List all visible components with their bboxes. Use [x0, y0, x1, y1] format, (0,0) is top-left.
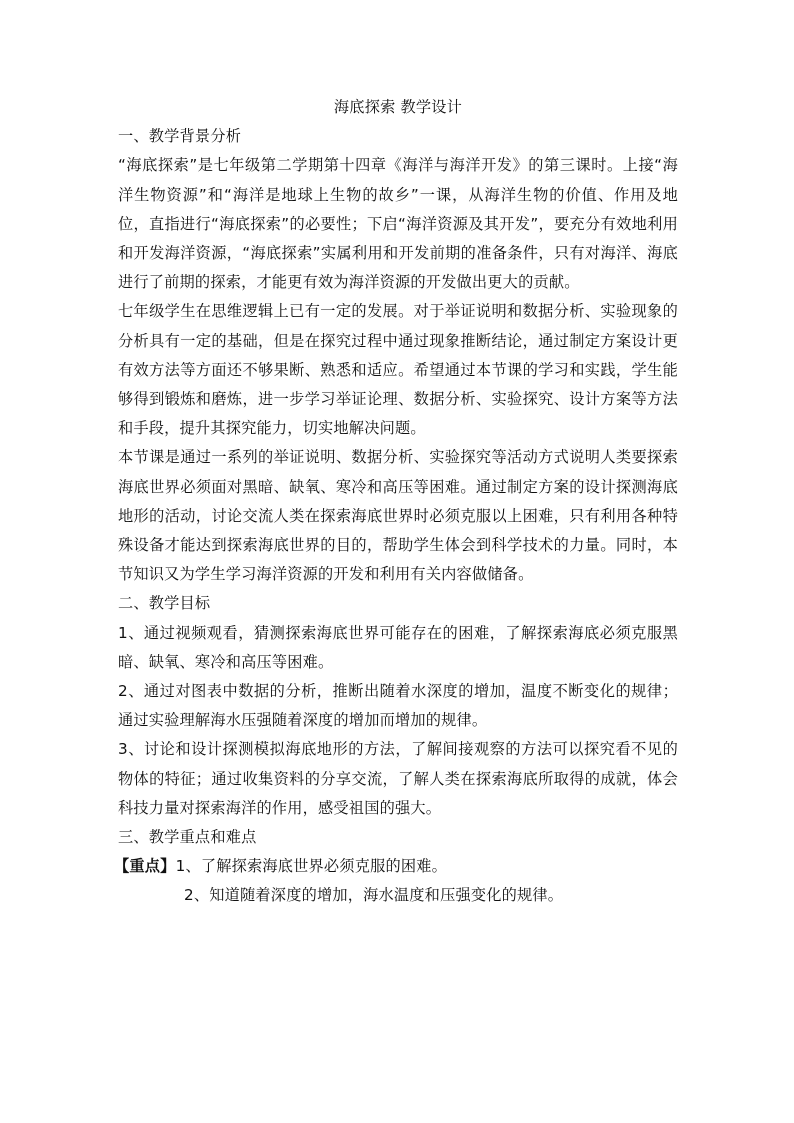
key-point-line-1: [114, 852, 678, 881]
goal-item-3: 3、讨论和设计探测模拟海底地形的方法，了解间接观察的方法可以探究看不见的物体的特征；通过收集资料的分享交流，了解人类在探索海底所取得的成就，体会科技力量对探索海洋的作用，感受祖国的强大。: [118, 740, 678, 817]
section-heading-background: 一、教学背景分析: [118, 127, 242, 146]
key-point-item-2: 2、知道随着深度的增加，海水温度和压强变化的规律。: [184, 886, 564, 905]
document-body: [114, 93, 678, 911]
goal-item-1: 1、通过视频观看，猜测探索海底世界可能存在的困难，了解探索海底必须克服黑暗、缺氧、寒冷和高压等困难。: [118, 623, 678, 671]
section-heading-key-points: 三、教学重点和难点: [118, 828, 257, 847]
document-title: 海底探索 教学设计: [333, 98, 463, 116]
section-heading-goals: 二、教学目标: [118, 594, 211, 613]
background-paragraph-1: “海底探索”是七年级第二学期第十四章《海洋与海洋开发》的第三课时。上接“海洋生物资源”和“海洋是地球上生物的故乡”一课，从海洋生物的价值、作用及地位，直指进行“海底探索”的必要性；下启“海洋资源及其开发”，要充分有效地利用和开发海洋资源，“海底探索”实属利用和开发前期的准备条件，只有对海洋、海底进行了前期的探索，才能更有效为海洋资源的开发做出更大的贡献。: [118, 156, 678, 292]
background-paragraph-3: 本节课是通过一系列的举证说明、数据分析、实验探究等活动方式说明人类要探索海底世界必须面对黑暗、缺氧、寒冷和高压等困难。通过制定方案的设计探测海底地形的活动，讨论交流人类在探索海底世界时必须克服以上困难，只有利用各种特殊设备才能达到探索海底世界的目的，帮助学生体会到科学技术的力量。同时，本节知识又为学生学习海洋资源的开发和利用有关内容做储备。: [118, 448, 678, 584]
goal-item-2: 2、通过对图表中数据的分析，推断出随着水深度的增加，温度不断变化的规律；通过实验理解海水压强随着深度的增加而增加的规律。: [118, 682, 678, 730]
background-paragraph-2: 七年级学生在思维逻辑上已有一定的发展。对于举证说明和数据分析、实验现象的分析具有一定的基础，但是在探究过程中通过现象推断结论，通过制定方案设计更有效方法等方面还不够果断、熟悉和适应。希望通过本节课的学习和实践，学生能够得到锻炼和磨炼，进一步学习举证论理、数据分析、实验探究、设计方案等方法和手段，提升其探究能力，切实地解决问题。: [118, 302, 678, 438]
key-point-label: 【重点】: [114, 857, 176, 876]
key-point-item-1: 1、了解探索海底世界必须克服的困难。: [175, 857, 448, 876]
